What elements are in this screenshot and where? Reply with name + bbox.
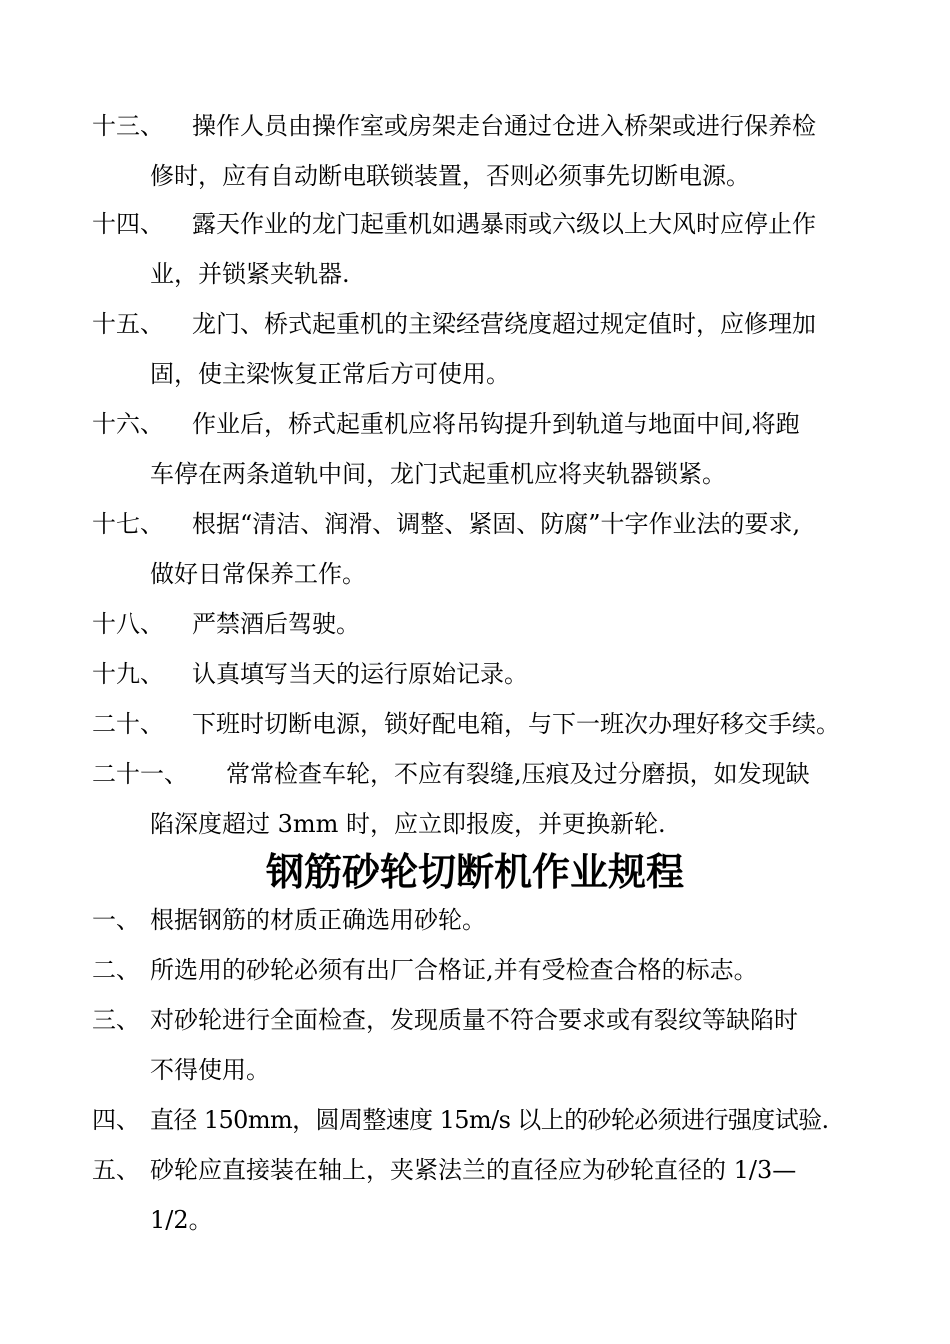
item-text-line2: 固，使主梁恢复正常后方可使用。 — [150, 360, 510, 388]
item-text-line1: 常常检查车轮，不应有裂缝,压痕及过分磨损，如发现缺 — [226, 760, 810, 788]
item-number: 一、 — [92, 906, 140, 934]
item-text-line2: 业，并锁紧夹轨器. — [150, 260, 350, 288]
item-text-line1: 认真填写当天的运行原始记录。 — [192, 660, 528, 688]
item-text-line1: 严禁酒后驾驶。 — [192, 610, 360, 638]
item-number: 二十、 — [92, 710, 164, 738]
item-number: 十九、 — [92, 660, 164, 688]
item-number: 三、 — [92, 1006, 140, 1034]
item-number: 十四、 — [92, 210, 164, 238]
item-number: 二、 — [92, 956, 140, 984]
item-text-line1: 作业后，桥式起重机应将吊钩提升到轨道与地面中间,将跑 — [192, 410, 800, 438]
item-number: 十三、 — [92, 112, 164, 140]
item-text-line1: 直径 150mm，圆周整速度 15m/s 以上的砂轮必须进行强度试验. — [150, 1106, 829, 1134]
item-text-line1: 砂轮应直接装在轴上，夹紧法兰的直径应为砂轮直径的 1/3— — [150, 1156, 797, 1184]
item-number: 十五、 — [92, 310, 164, 338]
item-text-line1: 根据钢筋的材质正确选用砂轮。 — [150, 906, 486, 934]
item-text-line2: 1/2。 — [150, 1206, 213, 1234]
item-text-line1: 龙门、桥式起重机的主梁经营绕度超过规定值时，应修理加 — [192, 310, 816, 338]
item-text-line1: 操作人员由操作室或房架走台通过仓进入桥架或进行保养检 — [192, 112, 816, 140]
item-number: 十八、 — [92, 610, 164, 638]
item-text-line1: 所选用的砂轮必须有出厂合格证,并有受检查合格的标志。 — [150, 956, 758, 984]
item-number: 十七、 — [92, 510, 164, 538]
item-text-line1: 露天作业的龙门起重机如遇暴雨或六级以上大风时应停止作 — [192, 210, 816, 238]
item-text-line1: 下班时切断电源，锁好配电箱，与下一班次办理好移交手续。 — [192, 710, 840, 738]
item-number: 二十一、 — [92, 760, 188, 788]
item-number: 五、 — [92, 1156, 140, 1184]
item-text-line1: 根据“清洁、润滑、调整、紧固、防腐”十字作业法的要求, — [192, 510, 801, 538]
section-title: 钢筋砂轮切断机作业规程 — [265, 850, 684, 894]
item-text-line2: 车停在两条道轨中间，龙门式起重机应将夹轨器锁紧。 — [150, 460, 726, 488]
item-text-line2: 做好日常保养工作。 — [150, 560, 366, 588]
item-text-line2: 陷深度超过 3mm 时，应立即报废，并更换新轮. — [150, 810, 666, 838]
item-text-line1: 对砂轮进行全面检查，发现质量不符合要求或有裂纹等缺陷时 — [150, 1006, 798, 1034]
item-number: 十六、 — [92, 410, 164, 438]
item-text-line2: 修时，应有自动断电联锁装置，否则必须事先切断电源。 — [150, 162, 750, 190]
item-number: 四、 — [92, 1106, 140, 1134]
item-text-line2: 不得使用。 — [150, 1056, 270, 1084]
